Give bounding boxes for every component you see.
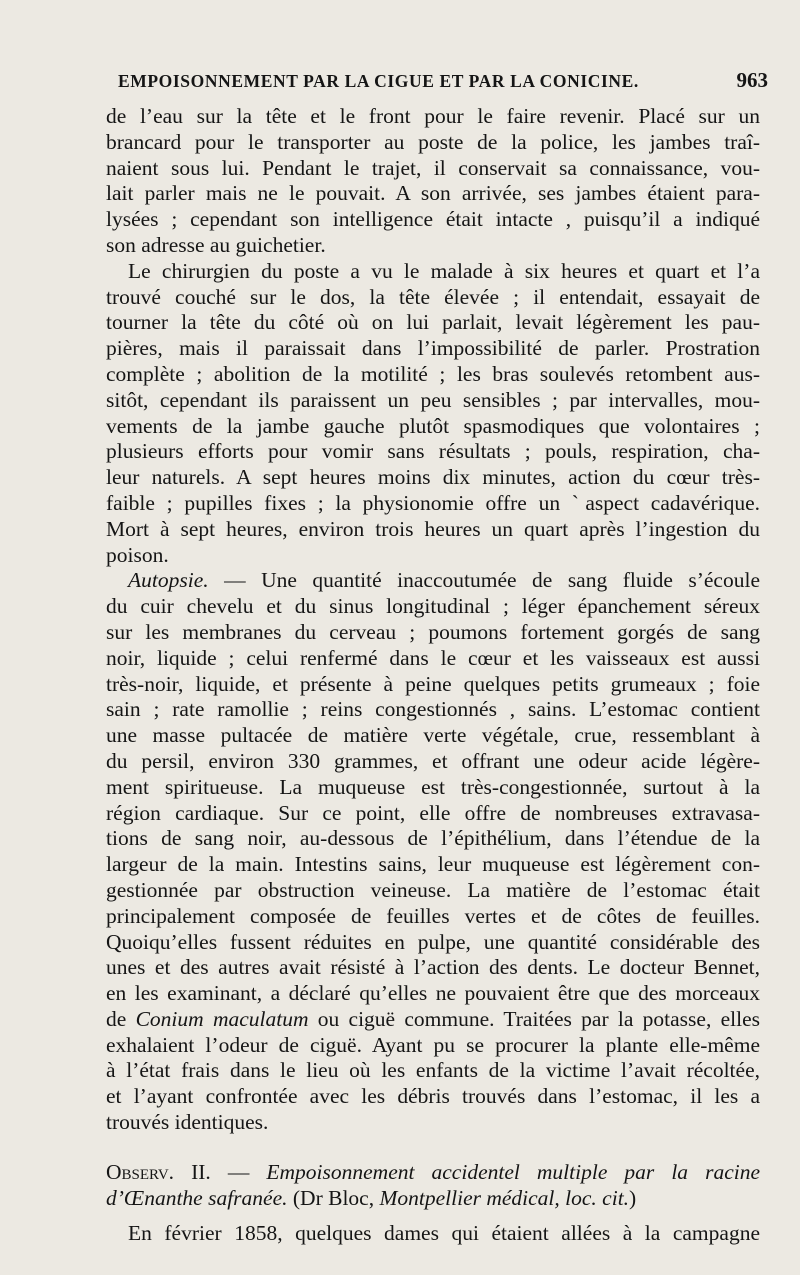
text-line: en les examinant, a déclaré qu’elles ne pouvaient être que des morceaux (106, 981, 760, 1006)
text-line: plusieurs efforts pour vomir sans résultats ; pouls, respiration, cha- (106, 439, 760, 464)
text-line: noir, liquide ; celui renfermé dans le cœur et les vaisseaux est aussi (106, 645, 760, 670)
text-line: de l’eau sur la tête et le front pour le faire revenir. Placé sur un (106, 104, 760, 128)
paragraph-continuation (106, 104, 760, 259)
conium-pre: de (106, 1006, 136, 1031)
text-line: et l’ayant confrontée avec les débris trouvés dans l’estomac, il les a (106, 1084, 760, 1109)
autopsie-heading: Autopsie. (128, 568, 209, 593)
text-line: trouvé couché sur le dos, la tête élevée ; il entendait, essayait de (106, 284, 760, 309)
text-line (106, 1160, 760, 1186)
observation-title-cont: d’Œnanthe safranée. (106, 1185, 288, 1210)
text-line: poison. (106, 542, 169, 567)
observation-label: Observ. II. (106, 1159, 211, 1184)
text-line: unes et des autres avait résisté à l’action des dents. Le docteur Bennet, (106, 955, 760, 980)
text-line: brancard pour le transporter au poste de la police, les jambes traî- (106, 129, 760, 154)
autopsie-lead: — Une quantité inaccoutumée de sang fluide s’écoule (208, 568, 760, 593)
paragraph-autopsie (106, 568, 760, 1136)
running-head (118, 68, 768, 93)
text-line: ment spiritueuse. La muqueuse est très-congestionnée, surtout à la (106, 774, 760, 799)
page-number: 963 (736, 68, 768, 92)
text-line: sain ; rate ramollie ; reins congestionnés , sains. L’estomac contient (106, 697, 760, 722)
text-line: sur les membranes du cerveau ; poumons fortement gorgés de sang (106, 619, 760, 644)
text-line: lait parler mais ne le pouvait. A son arrivée, ses jambes étaient para- (106, 181, 760, 206)
text-line: trouvés identiques. (106, 1110, 269, 1135)
text-line (106, 568, 760, 594)
text-line: une masse pultacée de matière verte végétale, crue, ressemblant à (106, 723, 760, 748)
observation-source: Montpellier médical, loc. cit. (379, 1185, 630, 1210)
observation-heading (106, 1160, 760, 1212)
body-text (106, 104, 760, 1247)
paragraph-chirurgien (106, 259, 760, 569)
text-line: leur naturels. A sept heures moins dix minutes, action du cœur très- (106, 465, 760, 490)
text-line: du persil, environ 330 grammes, et offrant une odeur acide légère- (106, 748, 760, 773)
text-line: largeur de la main. Intestins sains, leur muqueuse est légèrement con- (106, 852, 760, 877)
text-line: à l’état frais dans le lieu où les enfants de la victime l’avait récoltée, (106, 1058, 760, 1083)
text-line: très-noir, liquide, et présente à peine quelques petits grumeaux ; foie (106, 671, 760, 696)
section-gap (106, 1211, 760, 1221)
section-gap (106, 1136, 760, 1160)
text-line: Le chirurgien du poste a vu le malade à six heures et quart et l’a (128, 258, 760, 283)
observation-source-pre: (Dr Bloc, (287, 1185, 380, 1210)
text-line: tions de sang noir, au-dessous de l’épithélium, dans l’étendue de la (106, 826, 760, 851)
text-line: complète ; abolition de la motilité ; les bras soulevés retombent aus- (106, 361, 760, 386)
text-line: gestionnée par obstruction veineuse. La matière de l’estomac était (106, 877, 760, 902)
observation-source-post: ) (629, 1185, 637, 1210)
text-line: vements de la jambe gauche plutôt spasmodiques que volontaires ; (106, 413, 760, 438)
text-line: sitôt, cependant ils paraissent un peu sensibles ; par intervalles, mou- (106, 387, 760, 412)
text-line: région cardiaque. Sur ce point, elle offre de nombreuses extravasa- (106, 800, 760, 825)
paragraph-fevrier (106, 1221, 760, 1247)
text-line (106, 1007, 760, 1033)
text-line: faible ; pupilles fixes ; la physionomie offre un ˋaspect cadavérique. (106, 490, 760, 515)
text-line: son adresse au guichetier. (106, 232, 326, 257)
text-line: lysées ; cependant son intelligence était intacte , puisqu’il a indiqué (106, 207, 760, 232)
text-line: principalement composée de feuilles vertes et de côtes de feuilles. (106, 903, 760, 928)
conium-species: Conium maculatum (135, 1006, 309, 1031)
observation-title: Empoisonnement accidentel multiple par la racine (266, 1159, 761, 1184)
conium-post: ou ciguë commune. Traitées par la potasse, elles (308, 1006, 761, 1031)
text-line: En février 1858, quelques dames qui étaient allées à la campagne (128, 1221, 760, 1246)
text-line: tourner la tête du côté où on lui parlait, levait légèrement les pau- (106, 310, 760, 335)
text-line: exhalaient l’odeur de ciguë. Ayant pu se procurer la plante elle-même (106, 1032, 760, 1057)
observation-dash: — (210, 1159, 267, 1184)
text-line: Quoiqu’elles fussent réduites en pulpe, une quantité considérable des (106, 929, 760, 954)
text-line: du cuir chevelu et du sinus longitudinal ; léger épanchement séreux (106, 594, 760, 619)
text-line: pières, mais il paraissait dans l’impossibilité de parler. Prostration (106, 336, 760, 361)
text-line: naient sous lui. Pendant le trajet, il conservait sa connaissance, vou- (106, 155, 760, 180)
text-line (106, 1186, 760, 1212)
running-head-title: EMPOISONNEMENT PAR LA CIGUE ET PAR LA CONICINE. (118, 71, 639, 91)
text-line: Mort à sept heures, environ trois heures un quart après l’ingestion du (106, 516, 760, 541)
